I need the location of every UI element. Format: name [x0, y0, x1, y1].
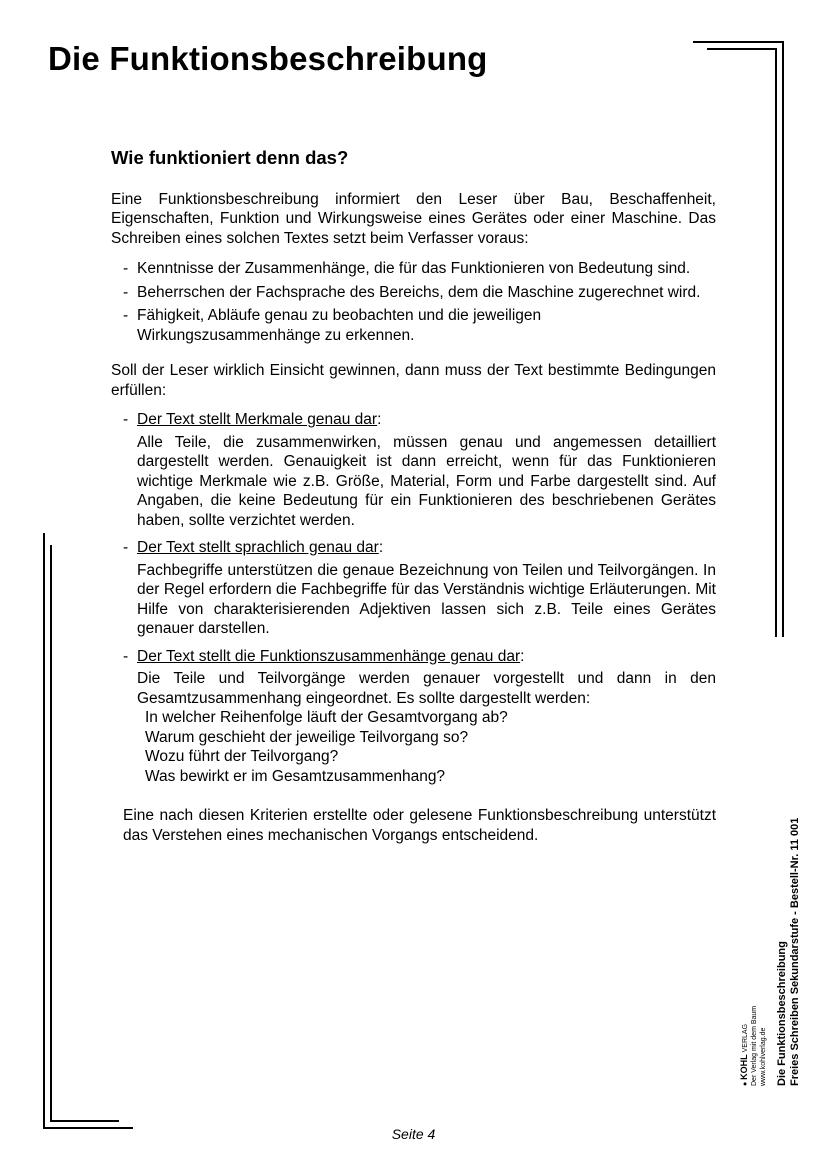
condition-item: - Der Text stellt Merkmale genau dar: Alle Teile, die zusammenwirken, müssen genau und angemessen detailliert dargestellt werden. Genauigkeit ist dann erreicht, wenn für das Funktionieren wichtige Merkmale wie z.B. Größe, Material, Form und Farbe dargestellt sind. Auf Angaben, die keine Bedeutung für ein Funktionieren des beschriebenen Gerätes haben, sollte verzichtet werden. — [123, 411, 716, 529]
publication-series: Freies Schreiben Sekundarstufe - Bestell-Nr. 11 001 — [789, 817, 801, 1086]
questions-list — [145, 708, 716, 786]
publisher-brand-tag: VERLAG — [742, 1023, 749, 1053]
conditions-intro: Soll der Leser wirklich Einsicht gewinnen, dann muss der Text bestimmte Bedingungen erfüllen: — [111, 362, 716, 399]
list-item: Wozu führt der Teilvorgang? — [145, 748, 339, 765]
condition-heading: Der Text stellt Merkmale genau dar — [137, 411, 378, 428]
condition-heading: Der Text stellt sprachlich genau dar — [137, 539, 379, 556]
publication-info — [776, 716, 816, 1086]
closing-paragraph: Eine nach diesen Kriterien erstellte oder gelesene Funktionsbeschreibung unterstützt das Verstehen eines mechanischen Vorgangs entscheidend. — [123, 807, 716, 844]
condition-body: Fachbegriffe unterstützen die genaue Bezeichnung von Teilen und Teilvorgängen. In der Regel erfordern die Fachbegriffe für das Verständnis wichtige Erläuterungen. Mit Hilfe von charakterisierenden Adjektiven lassen sich z.B. Teile eines Gerätes genauer darstellen. — [137, 561, 716, 637]
condition-item: - Der Text stellt sprachlich genau dar: Fachbegriffe unterstützen die genaue Bezeichnung von Teilen und Teilvorgängen. In der Regel erfordern die Fachbegriffe für das Verständnis wichtige Erläuterungen. Mit Hilfe von charakterisierenden Adjektiven lassen sich z.B. Teile eines Gerätes genauer darstellen. — [123, 539, 716, 637]
list-item: - Kenntnisse der Zusammenhänge, die für das Funktionieren von Bedeutung sind. — [121, 259, 716, 279]
list-item: - Beherrschen der Fachsprache des Bereichs, dem die Maschine zugerechnet wird. — [121, 283, 716, 303]
condition-item: - Der Text stellt die Funktionszusammenhänge genau dar: Die Teile und Teilvorgänge werden genauer vorgestellt und dann in den Gesamtzusammenhang eingeordnet. Es sollte dargestellt werden: In welcher Reihenfolge läuft der Gesamtvorgang ab? Warum geschieht der jeweilige Teilvorgang so? Wozu führt der Teilvorgang? Was bewirkt er im Gesamtzusammenhang? — [123, 647, 716, 785]
list-item: In welcher Reihenfolge läuft der Gesamtvorgang ab? — [145, 709, 508, 726]
publisher-logo — [740, 726, 776, 1086]
section-heading: Wie funktioniert denn das? — [111, 147, 349, 168]
list-item: Was bewirkt er im Gesamtzusammenhang? — [145, 767, 446, 785]
condition-body: Alle Teile, die zusammenwirken, müssen genau und angemessen detailliert dargestellt werden. Genauigkeit ist dann erreicht, wenn für das Funktionieren wichtige Merkmale wie z.B. Größe, Material, Form und Farbe dargestellt sind. Auf Angaben, die keine Bedeutung für ein Funktionieren des beschriebenen Gerätes haben, sollte verzichtet werden. — [137, 433, 716, 529]
publisher-slogan: Der Verlag mit dem Baum — [751, 1005, 758, 1086]
main-content — [111, 148, 716, 845]
publication-title: Die Funktionsbeschreibung — [776, 941, 788, 1086]
condition-body: Die Teile und Teilvorgänge werden genauer vorgestellt und dann in den Gesamtzusammenhang eingeordnet. Es sollte dargestellt werden: — [137, 670, 716, 707]
requirements-list — [121, 259, 716, 345]
condition-heading: Der Text stellt die Funktionszusammenhänge genau dar — [137, 647, 521, 665]
list-item: Warum geschieht der jeweilige Teilvorgang so? — [145, 728, 469, 746]
publisher-brand: KOHL — [739, 1054, 749, 1080]
list-item: - Fähigkeit, Abläufe genau zu beobachten und die jeweiligen Wirkungszusammenhänge zu erkennen. — [121, 306, 716, 345]
page-title: Die Funktionsbeschreibung — [48, 40, 488, 77]
intro-paragraph: Eine Funktionsbeschreibung informiert den Leser über Bau, Beschaffenheit, Eigenschaften, Funktion und Wirkungsweise eines Gerätes oder einer Maschine. Das Schreiben eines solchen Textes setzt beim Verfasser voraus: — [111, 190, 716, 247]
publisher-url: www.kohlverlag.de — [760, 1027, 767, 1086]
page-number: Seite 4 — [391, 1126, 436, 1142]
tree-icon: ● — [742, 1081, 749, 1086]
